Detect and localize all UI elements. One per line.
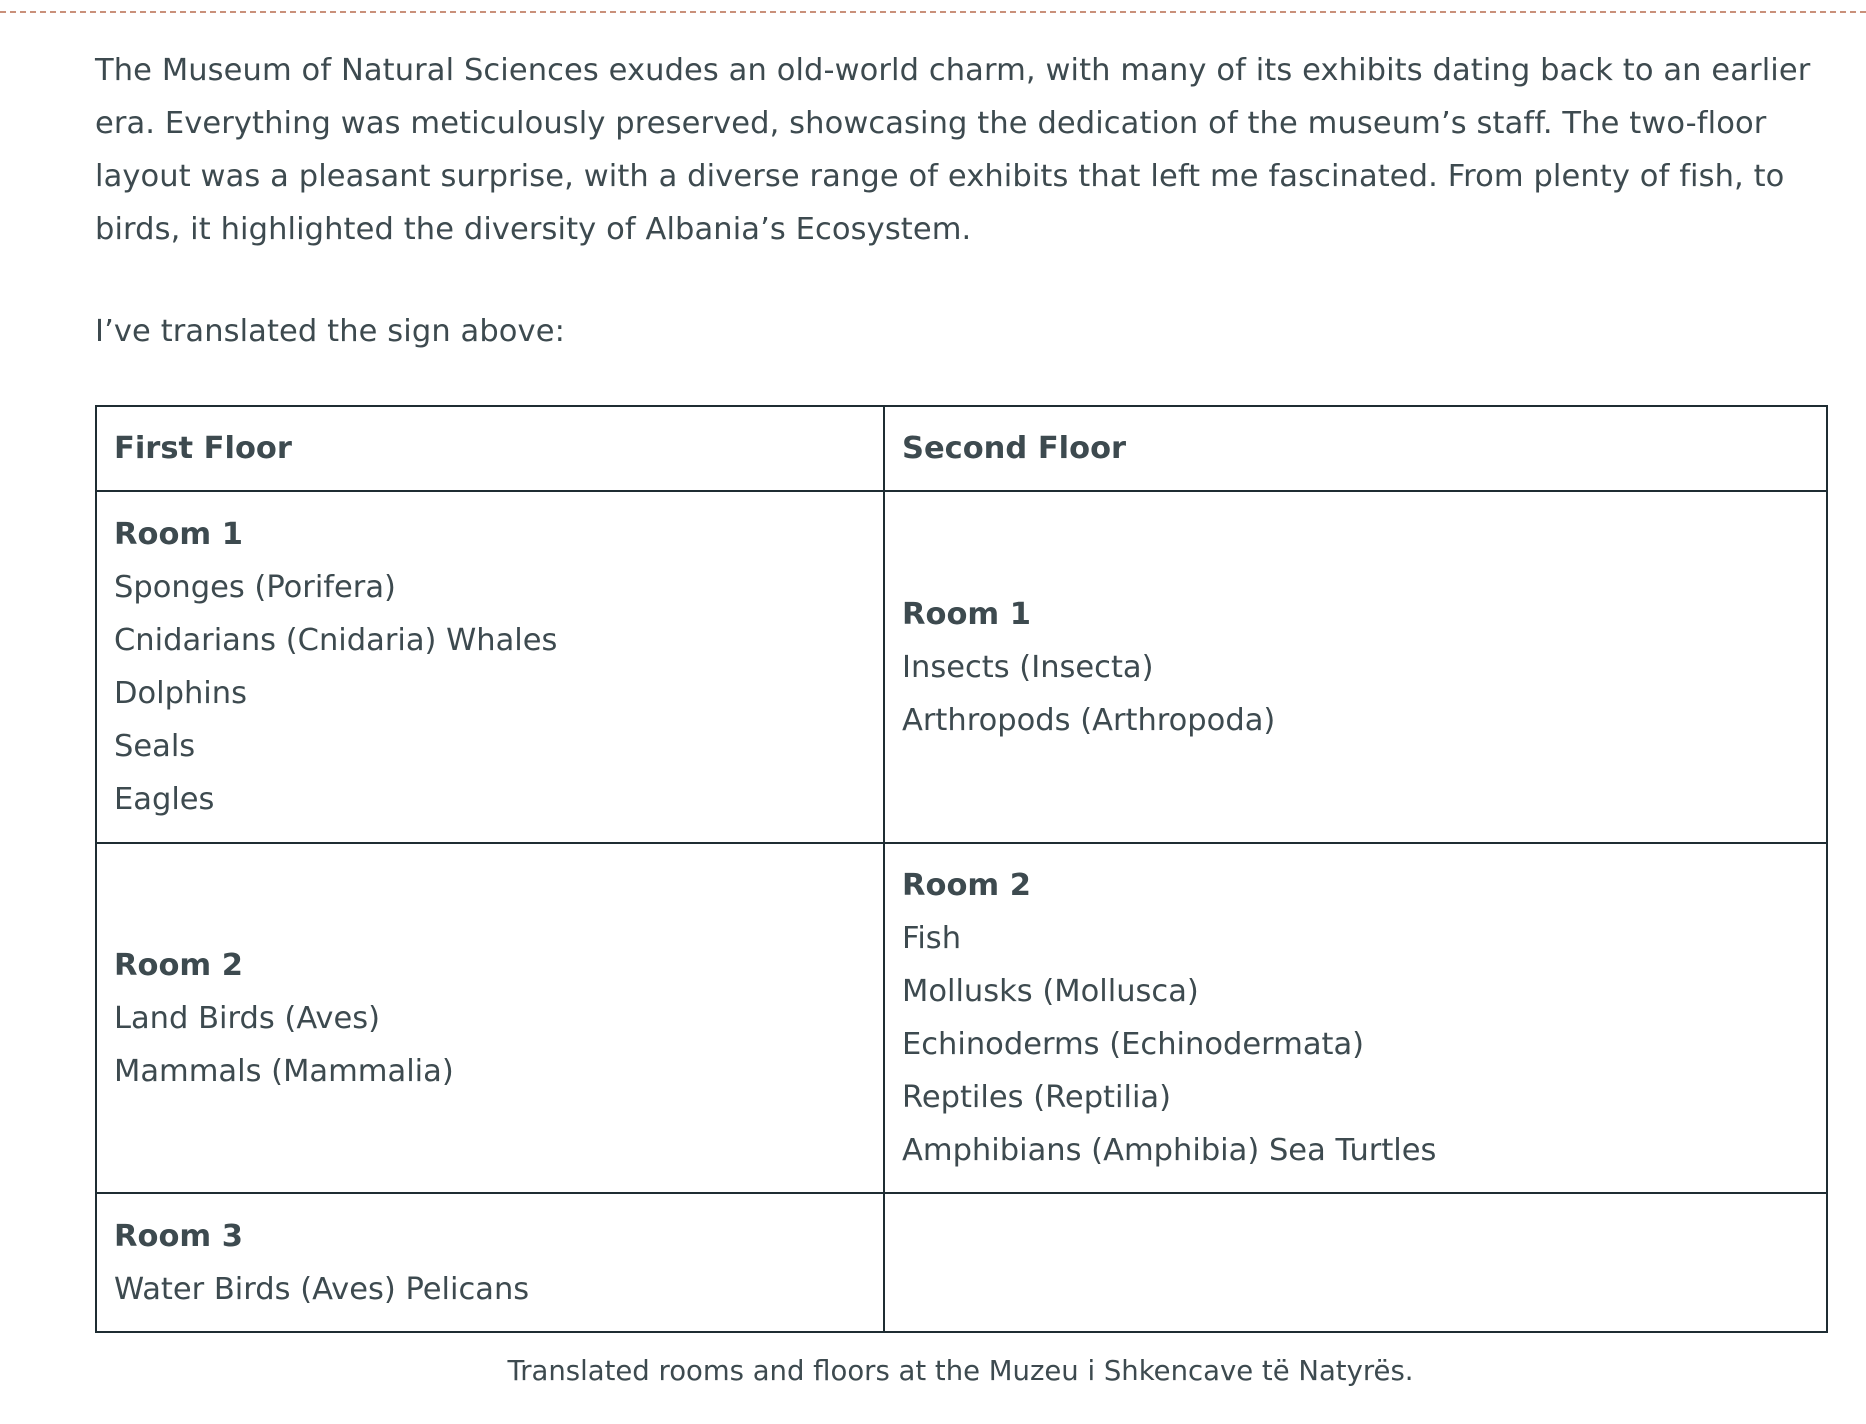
exhibit-item: Fish xyxy=(902,921,962,956)
table-row xyxy=(96,491,1827,843)
table-caption: Translated rooms and floors at the Muzeu i Shkencave të Natyrës. xyxy=(507,1355,1414,1387)
first-floor-room-3-cell xyxy=(96,1193,884,1332)
exhibit-item: Eagles xyxy=(114,782,215,817)
exhibit-item: Echinoderms (Echinodermata) xyxy=(902,1027,1365,1062)
section-divider xyxy=(0,11,1866,13)
exhibit-item: Land Birds (Aves) xyxy=(114,1000,380,1036)
table-row xyxy=(96,1193,1827,1332)
first-floor-room-2-cell xyxy=(96,843,884,1193)
second-floor-room-1-cell xyxy=(884,491,1827,843)
exhibit-item: Amphibians (Amphibia) Sea Turtles xyxy=(902,1133,1437,1168)
exhibit-item: Water Birds (Aves) Pelicans xyxy=(114,1271,530,1307)
exhibit-item: Dolphins xyxy=(114,676,248,711)
header-first-floor: First Floor xyxy=(96,406,884,491)
exhibit-item: Insects (Insecta) xyxy=(902,649,1154,685)
room-title: Room 2 xyxy=(902,868,1032,903)
intro-paragraph: The Museum of Natural Sciences exudes an old-world charm, with many of its exhibits dating back to an earlier era. Everything was meticulously preserved, showcasing the dedication of the museum’s staff. The two-floor layout was a pleasant surprise, with a diverse range of exhibits that left me fascinated. From plenty of fish, to birds, it highlighted the diversity of Albania’s Ecosystem. xyxy=(95,53,1811,247)
header-second-floor: Second Floor xyxy=(884,406,1827,491)
room-title: Room 1 xyxy=(902,596,1032,632)
empty-cell xyxy=(884,1193,1827,1332)
exhibit-item: Mammals (Mammalia) xyxy=(114,1053,454,1089)
first-floor-room-1-cell xyxy=(96,491,884,843)
table-header-row xyxy=(96,406,1827,491)
rooms-table xyxy=(95,405,1828,1333)
room-title: Room 2 xyxy=(114,947,244,983)
exhibit-item: Mollusks (Mollusca) xyxy=(902,974,1199,1009)
article-body xyxy=(95,44,1835,358)
exhibit-item: Sponges (Porifera) xyxy=(114,570,396,605)
exhibit-item: Arthropods (Arthropoda) xyxy=(902,702,1276,738)
exhibit-item: Seals xyxy=(114,729,196,764)
room-title: Room 1 xyxy=(114,517,244,552)
translated-note: I’ve translated the sign above: xyxy=(95,314,565,349)
exhibit-item: Cnidarians (Cnidaria) Whales xyxy=(114,623,558,658)
table-row xyxy=(96,843,1827,1193)
exhibit-item: Reptiles (Reptilia) xyxy=(902,1080,1172,1115)
room-title: Room 3 xyxy=(114,1218,244,1254)
second-floor-room-2-cell xyxy=(884,843,1827,1193)
